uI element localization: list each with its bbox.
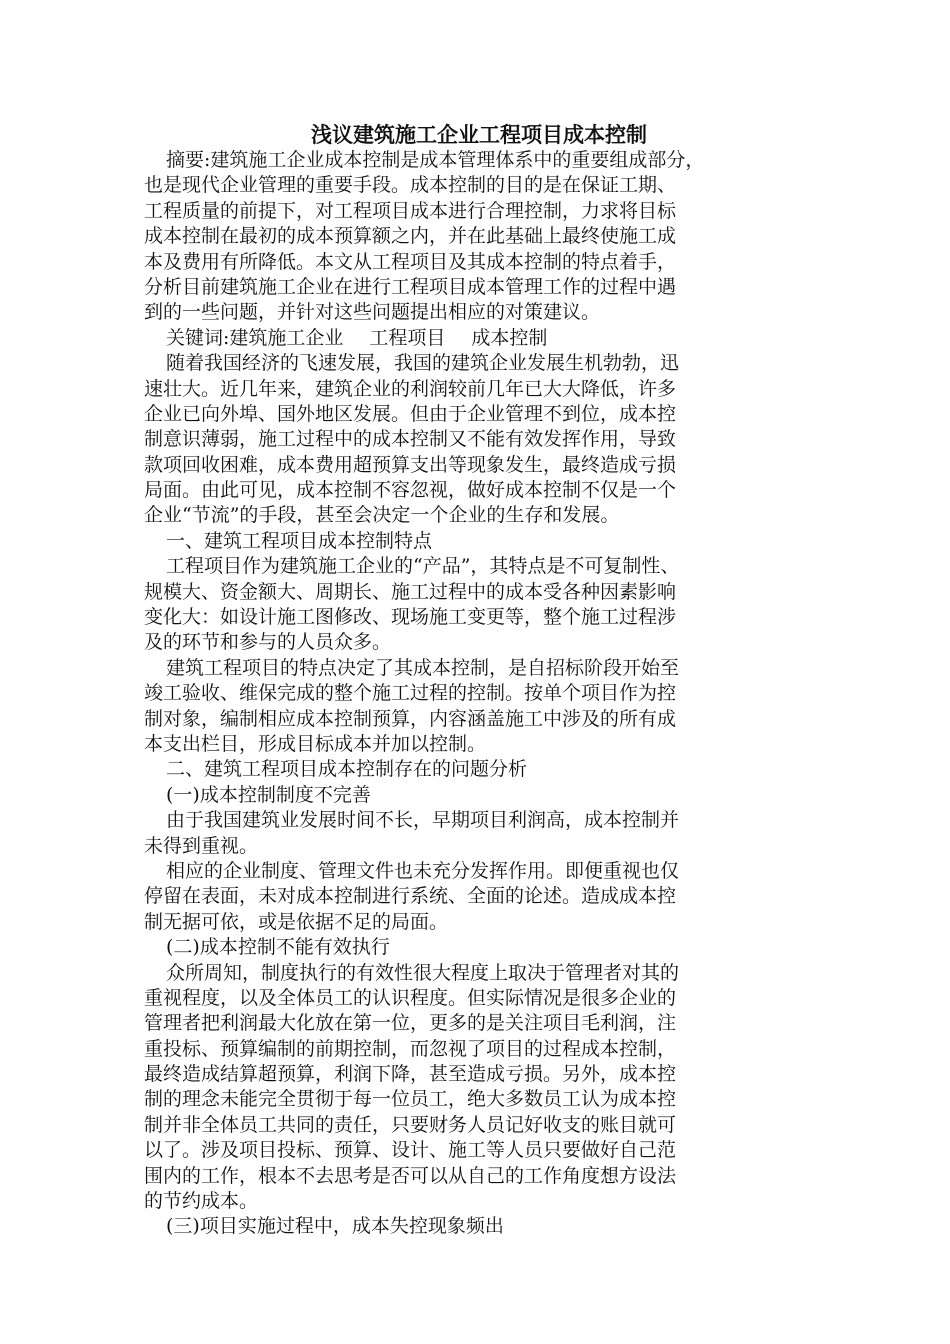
text-line: 局面。由此可见，成本控制不容忽视，做好成本控制不仅是一个 [144,479,677,502]
keyword-item: 工程项目 [369,326,446,349]
text-line: 相应的企业制度、管理文件也未充分发挥作用。即便重视也仅 [166,859,680,882]
text-line: 成本控制在最初的成本预算额之内，并在此基础上最终使施工成 [144,225,677,248]
text-line: 二、建筑工程项目成本控制存在的问题分析 [166,758,528,781]
text-line: 变化大：如设计施工图修改、现场施工变更等，整个施工过程涉 [144,606,677,629]
text-line: 由于我国建筑业发展时间不长，早期项目利润高，成本控制并 [166,809,680,832]
text-line: 款项回收困难，成本费用超预算支出等现象发生，最终造成亏损 [144,453,677,476]
text-line: 速壮大。近几年来，建筑企业的利润较前几年已大大降低，许多 [144,377,677,400]
text-line: 分析目前建筑施工企业在进行工程项目成本管理工作的过程中遇 [144,275,677,298]
text-line: 摘要:建筑施工企业成本控制是成本管理体系中的重要组成部分， [166,149,705,171]
text-line: 最终造成结算超预算，利润下降，甚至造成亏损。另外，成本控 [144,1063,677,1086]
text-line: 重视程度，以及全体员工的认识程度。但实际情况是很多企业的 [144,986,677,1009]
text-line: 一、建筑工程项目成本控制特点 [166,529,433,552]
text-line: 以了。涉及项目投标、预算、设计、施工等人员只要做好自己范 [144,1139,677,1162]
text-line: 及的环节和参与的人员众多。 [144,631,392,654]
text-line: 工程项目作为建筑施工企业的“产品”，其特点是不可复制性、 [166,555,680,578]
text-line: (二)成本控制不能有效执行 [166,936,390,959]
text-line: 未得到重视。 [144,834,259,857]
text-line: 管理者把利润最大化放在第一位，更多的是关注项目毛利润，注 [144,1012,677,1035]
keyword-item: 成本控制 [471,326,548,349]
text-line: 随着我国经济的飞速发展，我国的建筑企业发展生机勃勃，迅 [166,352,680,375]
text-line: 停留在表面，未对成本控制进行系统、全面的论述。造成成本控 [144,885,677,908]
document-title: 浅议建筑施工企业工程项目成本控制 [311,122,647,147]
text-line: 到的一些问题，并针对这些问题提出相应的对策建议。 [144,301,601,324]
document-body [144,122,794,1240]
text-line: 的节约成本。 [144,1190,259,1213]
text-line: 制并非全体员工共同的责任，只要财务人员记好收支的账目就可 [144,1113,677,1136]
keywords-line [144,326,794,351]
text-line: 制对象，编制相应成本控制预算，内容涵盖施工中涉及的所有成 [144,707,677,730]
keywords-label: 关键词:建筑施工企业 [166,326,344,349]
text-line: (三)项目实施过程中，成本失控现象频出 [166,1215,504,1238]
text-line: 本支出栏目，形成目标成本并加以控制。 [144,732,487,755]
text-line: 企业“节流”的手段，甚至会决定一个企业的生存和发展。 [144,504,620,527]
text-line: 本及费用有所降低。本文从工程项目及其成本控制的特点着手， [144,250,677,273]
text-line: (一)成本控制制度不完善 [166,783,371,806]
text-line: 规模大、资金额大、周期长、施工过程中的成本受各种因素影响 [144,580,677,603]
text-line: 众所周知，制度执行的有效性很大程度上取决于管理者对其的 [166,961,680,984]
text-line: 制意识薄弱，施工过程中的成本控制又不能有效发挥作用，导致 [144,428,677,451]
text-line: 也是现代企业管理的重要手段。成本控制的目的是在保证工期、 [144,174,677,197]
text-line: 工程质量的前提下，对工程项目成本进行合理控制，力求将目标 [144,199,677,222]
body-block [144,351,794,1240]
text-line: 制的理念未能完全贯彻于每一位员工，绝大多数员工认为成本控 [144,1088,677,1111]
text-line: 重投标、预算编制的前期控制，而忽视了项目的过程成本控制， [144,1037,677,1060]
abstract-block [144,148,794,326]
text-line: 围内的工作，根本不去思考是否可以从自己的工作角度想方设法 [144,1164,677,1187]
text-line: 制无据可依，或是依据不足的局面。 [144,910,449,933]
text-line: 竣工验收、维保完成的整个施工过程的控制。按单个项目作为控 [144,682,677,705]
text-line: 建筑工程项目的特点决定了其成本控制，是自招标阶段开始至 [166,656,680,679]
text-line: 企业已向外埠、国外地区发展。但由于企业管理不到位，成本控 [144,402,677,425]
